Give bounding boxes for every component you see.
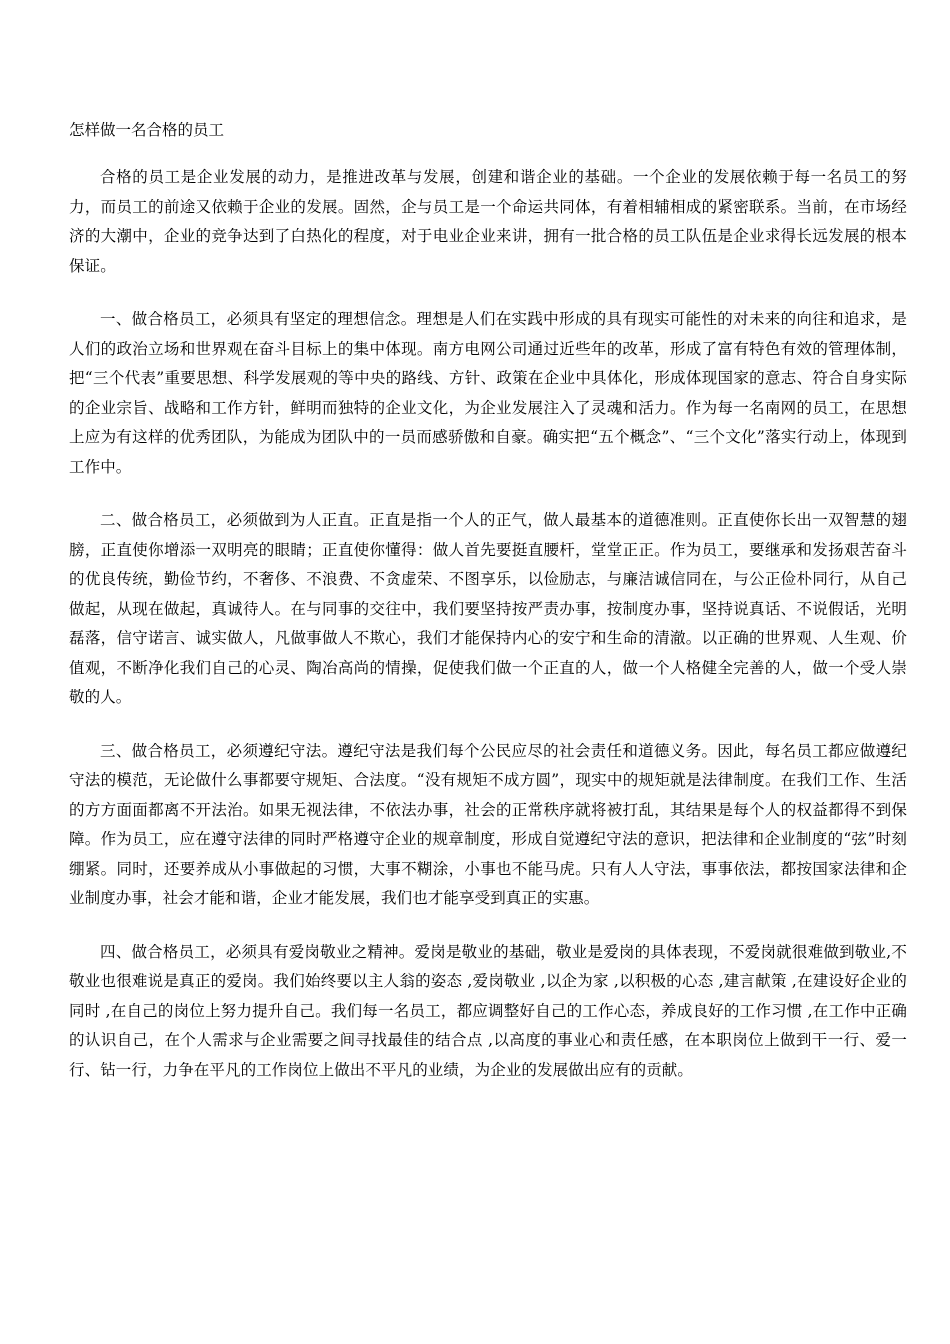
paragraph-ideals: 一、做合格员工，必须具有坚定的理想信念。理想是人们在实践中形成的具有现实可能性的对未来的向往和追求，是人们的政治立场和世界观在奋斗目标上的集中体现。南方电网公司通过近些年的改革，形成了富有特色有效的管理体制，把“三个代表”重要思想、科学发展观的等中央的路线、方针、政策在企业中具体化，形成体现国家的意志、符合自身实际的企业宗旨、战略和工作方针，鲜明而独特的企业文化，为企业发展注入了灵魂和活力。作为每一名南网的员工，在思想上应为有这样的优秀团队，为能成为团队中的一员而感骄傲和自豪。确实把“五个概念”、“三个文化”落实行动上，体现到工作中。 [69, 310, 907, 476]
paragraph-law: 三、做合格员工，必须遵纪守法。遵纪守法是我们每个公民应尽的社会责任和道德义务。因此，每名员工都应做遵纪守法的模范，无论做什么事都要守规矩、合法度。“没有规矩不成方圆”，现实中的规矩就是法律制度。在我们工作、生活的方方面面都离不开法治。如果无视法律，不依法办事，社会的正常秩序就将被打乱，其结果是每个人的权益都得不到保障。作为员工，应在遵守法律的同时严格遵守企业的规章制度，形成自觉遵纪守法的意识，把法律和企业制度的“弦”时刻绷紧。同时，还要养成从小事做起的习惯，大事不糊涂，小事也不能马虎。只有人人守法，事事依法，都按国家法律和企业制度办事，社会才能和谐，企业才能发展，我们也才能享受到真正的实惠。 [69, 741, 907, 907]
paragraph-intro: 合格的员工是企业发展的动力，是推进改革与发展，创建和谐企业的基础。一个企业的发展依赖于每一名员工的努力，而员工的前途又依赖于企业的发展。固然，企与员工是一个命运共同体，有着相辅相成的紧密联系。当前，在市场经济的大潮中，企业的竞争达到了白热化的程度，对于电业企业来讲，拥有一批合格的员工队伍是企业求得长远发展的根本保证。 [69, 168, 907, 275]
document-page [69, 118, 907, 1109]
paragraph-dedication: 四、做合格员工，必须具有爱岗敬业之精神。爱岗是敬业的基础，敬业是爱岗的具体表现，不爱岗就很难做到敬业,不敬业也很难说是真正的爱岗。我们始终要以主人翁的姿态 ,爱岗敬业 ,以企为家 ,以积极的心态 ,建言献策 ,在建设好企业的同时 ,在自己的岗位上努力提升自己。我们每一名员工，都应调整好自己的工作心态，养成良好的工作习惯 ,在工作中正确的认识自己，在个人需求与企业需要之间寻找最佳的结合点 ,以高度的事业心和责任感，在本职岗位上做到干一行、爱一行、钻一行，力争在平凡的工作岗位上做出不平凡的业绩，为企业的发展做出应有的贡献。 [69, 942, 907, 1079]
document-title: 怎样做一名合格的员工 [69, 121, 225, 139]
paragraph-integrity: 二、做合格员工，必须做到为人正直。正直是指一个人的正气，做人最基本的道德准则。正直使你长出一双智慧的翅膀，正直使你增添一双明亮的眼睛；正直使你懂得：做人首先要挺直腰杆，堂堂正正。作为员工，要继承和发扬艰苦奋斗的优良传统，勤俭节约，不奢侈、不浪费、不贪虚荣、不图享乐，以俭励志，与廉洁诚信同在，与公正俭朴同行，从自己做起，从现在做起，真诚待人。在与同事的交往中，我们要坚持按严责办事，按制度办事，坚持说真话、不说假话，光明磊落，信守诺言、诚实做人，凡做事做人不欺心，我们才能保持内心的安宁和生命的清澈。以正确的世界观、人生观、价值观，不断净化我们自己的心灵、陶冶高尚的情操，促使我们做一个正直的人，做一个人格健全完善的人，做一个受人崇敬的人。 [69, 511, 907, 706]
